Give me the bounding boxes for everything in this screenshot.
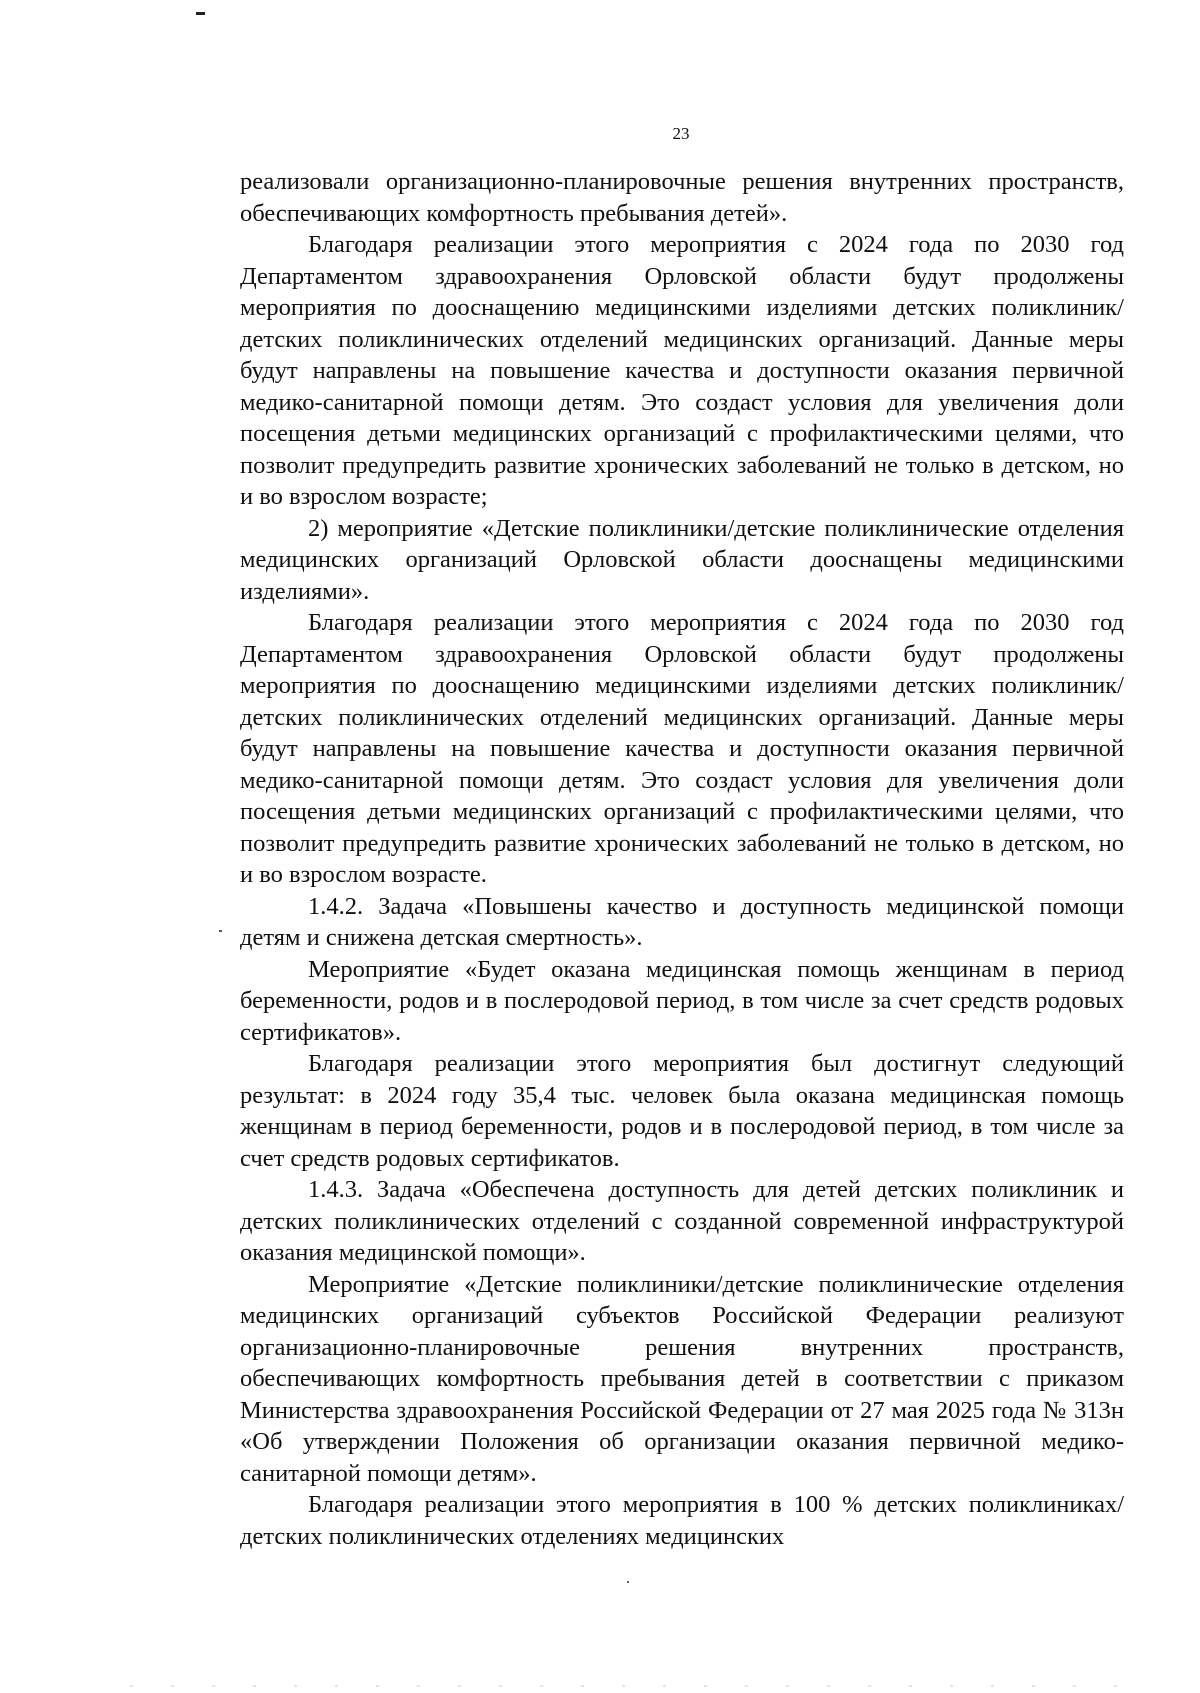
paragraph: Благодаря реализации этого мероприятия с 2024 года по 2030 год Департаментом здравоохранения Орловской области будут продолжены мероприятия по дооснащению медицинскими изделиями детских поликлиник/детских поликлинических отделений медицинских организаций. Данные меры будут направлены на повышение качества и доступности оказания первичной медико-санитарной помощи детям. Это создаст условия для увеличения доли посещения детьми медицинских организаций с профилактическими целями, что позволит предупредить развитие хронических заболеваний не только в детском, но и во взрослом возрасте; <box>240 231 1124 510</box>
paragraph: Мероприятие «Будет оказана медицинская помощь женщинам в период беременности, родов и в послеродовой период, в том числе за счет средств родовых сертификатов». <box>240 955 1124 1046</box>
paragraph-continued: Благодаря реализации этого мероприятия в 100 % детских поликлиниках/детских поликлинических отделениях медицинских <box>240 1491 1124 1550</box>
page-number: 23 <box>672 124 690 143</box>
paragraph: Благодаря реализации этого мероприятия был достигнут следующий результат: в 2024 году 35,4 тыс. человек была оказана медицинская помощь женщинам в период беременности, родов и в послеродовой период, в том числе за счет средств родовых сертификатов. <box>240 1050 1124 1172</box>
paragraph: Благодаря реализации этого мероприятия с 2024 года по 2030 год Департаментом здравоохранения Орловской области будут продолжены мероприятия по дооснащению медицинскими изделиями детских поликлиник/детских поликлинических отделений медицинских организаций. Данные меры будут направлены на повышение качества и доступности оказания первичной медико-санитарной помощи детям. Это создаст условия для увеличения доли посещения детьми медицинских организаций с профилактическими целями, что позволит предупредить развитие хронических заболеваний не только в детском, но и во взрослом возрасте. <box>240 609 1124 888</box>
paragraph-continuation: реализовали организационно-планировочные решения внутренних пространств, обеспечивающих комфортность пребывания детей». <box>240 168 1124 227</box>
document-body <box>240 166 1124 1552</box>
section-heading-1-4-3: 1.4.3. Задача «Обеспечена доступность для детей детских поликлиник и детских поликлинических отделений с созданной современной инфраструктурой оказания медицинской помощи». <box>240 1176 1124 1266</box>
paragraph: Мероприятие «Детские поликлиники/детские поликлинические отделения медицинских организаций субъектов Российской Федерации реализуют организационно-планировочные решения внутренних пространств, обеспечивающих комфортность пребывания детей в соответствии с приказом Министерства здравоохранения Российской Федерации от 27 мая 2025 года № 313н «Об утверждении Положения об организации оказания первичной медико-санитарной помощи детям». <box>240 1270 1124 1487</box>
section-heading-1-4-2: 1.4.2. Задача «Повышены качество и доступность медицинской помощи детям и снижена детская смертность». <box>240 892 1124 951</box>
scan-artifact-dot <box>219 930 222 932</box>
scan-artifact-mark <box>196 12 205 15</box>
scan-artifact-dot <box>627 1581 629 1583</box>
paragraph-list-item: 2) мероприятие «Детские поликлиники/детские поликлинические отделения медицинских организаций Орловской области дооснащены медицинскими изделиями». <box>240 514 1124 605</box>
scan-artifact-noise <box>130 1685 1130 1687</box>
